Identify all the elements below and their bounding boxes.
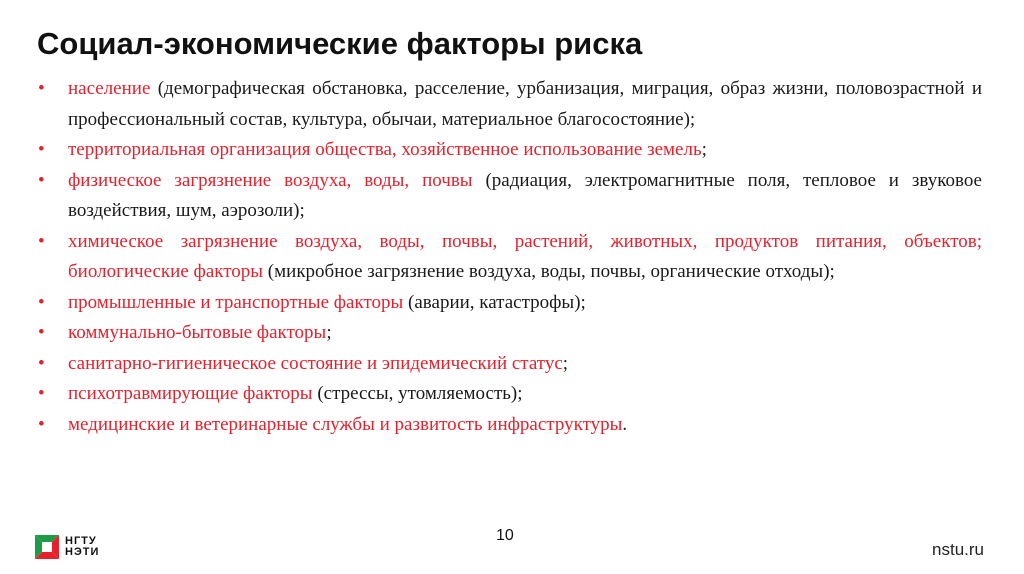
item-highlight: коммунально-бытовые факторы [68,322,327,343]
item-highlight: химическое загрязнение воздуха, воды, почвы, растений, животных, продуктов питания, объектов; биологические факторы [68,230,982,282]
list-item-industrial [38,288,982,319]
list-item-communal [38,318,982,349]
page-number: 10 [496,527,514,544]
list-item-psychotraumatic [38,379,982,410]
item-detail: ; [562,352,569,374]
item-detail: . [622,413,628,435]
item-detail: ; [701,139,707,160]
list-item-territorial [38,135,982,166]
item-detail: (аварии, катастрофы); [403,291,586,313]
item-highlight: промышленные и транспортные факторы [68,291,404,313]
slide-title: Социал-экономические факторы риска [37,26,643,61]
site-url: nstu.ru [932,540,984,559]
item-detail: (стрессы, утомляемость); [312,383,523,404]
bullet-icon: • [38,383,45,404]
item-highlight: психотравмирующие факторы [68,383,313,404]
item-highlight: территориальная организация общества, хозяйственное использование земель [68,139,702,160]
item-highlight: медицинские и ветеринарные службы и развитость инфраструктуры [68,413,623,435]
risk-factors-list [38,74,982,440]
bullet-icon: • [38,352,45,374]
item-detail: ; [326,322,332,343]
item-detail: (демографическая обстановка, расселение, урбанизация, миграция, образ жизни, половозрастной и профессиональный состав, культура, обычаи, материальное благосостояние); [68,78,982,130]
logo-text [65,536,99,558]
item-highlight: физическое загрязнение воздуха, воды, почвы [68,169,473,191]
list-item-physical-pollution [38,166,982,227]
logo-mark-icon [35,535,59,559]
bullet-icon: • [38,230,45,252]
list-item-sanitary [38,349,982,380]
bullet-icon: • [38,78,45,99]
bullet-icon: • [38,139,45,160]
logo-line-1: НГТУ [65,535,97,547]
bullet-icon: • [38,413,45,435]
list-item-chemical-pollution [38,227,982,288]
item-highlight: санитарно-гигиеническое состояние и эпидемический статус [68,352,563,374]
item-detail: (микробное загрязнение воздуха, воды, почвы, органические отходы); [263,261,835,282]
list-item-medical [38,410,982,441]
university-logo [35,535,99,559]
list-item-population [38,74,982,135]
bullet-icon: • [38,322,45,343]
logo-line-2: НЭТИ [65,546,100,558]
bullet-icon: • [38,169,45,191]
item-highlight: население [68,78,151,99]
bullet-icon: • [38,291,45,313]
item-detail: (радиация, электромагнитные поля, тепловое и звуковое воздействия, шум, аэрозоли); [68,169,982,221]
